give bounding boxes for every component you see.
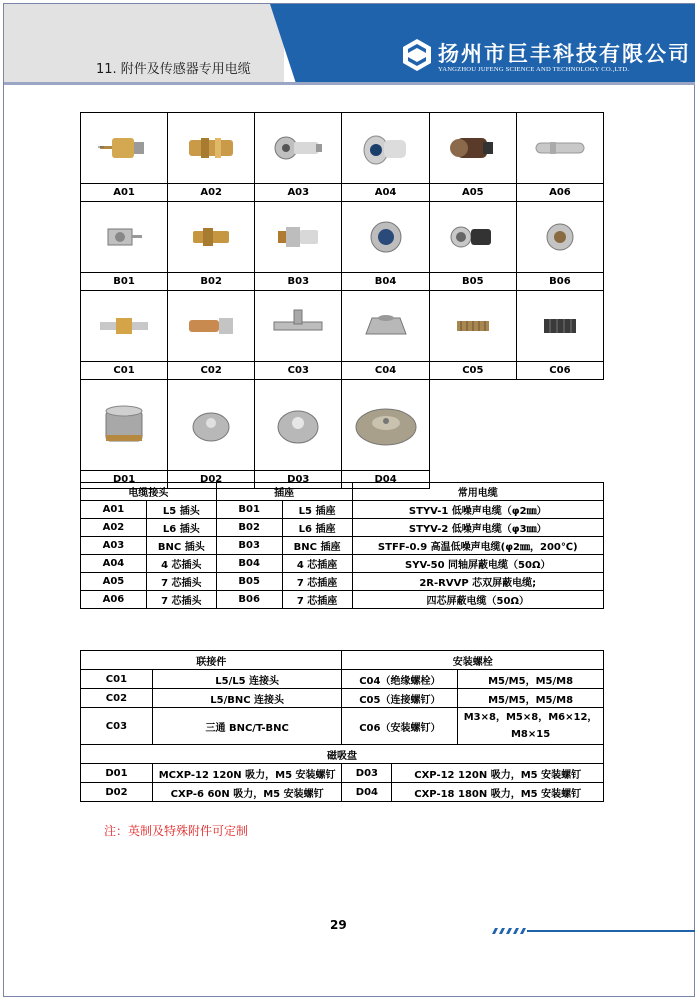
part-label: C02 xyxy=(168,362,255,380)
part-image-a03 xyxy=(255,113,342,184)
table-row xyxy=(81,519,604,537)
part-label: B04 xyxy=(342,273,429,291)
part-image-c01 xyxy=(81,291,168,362)
cell: 三通 BNC/T-BNC xyxy=(152,708,342,745)
cell: M5/M5，M5/M8 xyxy=(458,689,604,708)
part-label: A04 xyxy=(342,184,429,202)
cell: 四芯屏蔽电缆（50Ω） xyxy=(352,591,604,609)
part-image-a01 xyxy=(81,113,168,184)
table-row xyxy=(81,764,604,783)
part-image-d04 xyxy=(342,380,429,471)
part-label: A06 xyxy=(516,184,603,202)
cell: L6 插座 xyxy=(282,519,352,537)
part-label: A01 xyxy=(81,184,168,202)
cell: L5/L5 连接头 xyxy=(152,670,342,689)
accessories-table xyxy=(80,650,604,802)
cell: D04 xyxy=(342,783,392,802)
cell: M3×8，M5×8，M6×12，M8×15 xyxy=(458,708,604,745)
cell: C06（安装螺钉） xyxy=(342,708,458,745)
cell: A05 xyxy=(81,573,147,591)
table-row xyxy=(81,670,604,689)
cell: B02 xyxy=(216,519,282,537)
cell: B05 xyxy=(216,573,282,591)
cell: L6 插头 xyxy=(146,519,216,537)
part-image-c05 xyxy=(429,291,516,362)
part-image-c06 xyxy=(516,291,603,362)
part-label: B02 xyxy=(168,273,255,291)
cell: 2R-RVVP 芯双屏蔽电缆; xyxy=(352,573,604,591)
table-row xyxy=(81,555,604,573)
part-label: D02 xyxy=(168,471,255,489)
part-label: C01 xyxy=(81,362,168,380)
part-image-c03 xyxy=(255,291,342,362)
cell: C05（连接螺钉） xyxy=(342,689,458,708)
cell: B03 xyxy=(216,537,282,555)
cell: L5 插座 xyxy=(282,501,352,519)
connectors-table xyxy=(80,482,604,609)
cell: CXP-12 120N 吸力，M5 安装螺钉 xyxy=(392,764,604,783)
part-image-d02 xyxy=(168,380,255,471)
part-image-b03 xyxy=(255,202,342,273)
part-image-a06 xyxy=(516,113,603,184)
part-label: D04 xyxy=(342,471,429,489)
table-row xyxy=(81,537,604,555)
cell: D03 xyxy=(342,764,392,783)
cell: C04（绝缘螺栓） xyxy=(342,670,458,689)
table-row xyxy=(81,591,604,609)
part-image-a04 xyxy=(342,113,429,184)
cell: L5 插头 xyxy=(146,501,216,519)
cell: A03 xyxy=(81,537,147,555)
cell: 7 芯插座 xyxy=(282,591,352,609)
part-label: A03 xyxy=(255,184,342,202)
cell: CXP-18 180N 吸力，M5 安装螺钉 xyxy=(392,783,604,802)
header-cable-plug: 电缆接头 xyxy=(81,483,217,501)
part-image-b02 xyxy=(168,202,255,273)
cell: D01 xyxy=(81,764,153,783)
cell: 7 芯插头 xyxy=(146,591,216,609)
cell: STYV-2 低噪声电缆（φ3㎜） xyxy=(352,519,604,537)
part-label: B05 xyxy=(429,273,516,291)
cell: BNC 插头 xyxy=(146,537,216,555)
table-row xyxy=(81,783,604,802)
cell: A02 xyxy=(81,519,147,537)
part-label: C06 xyxy=(516,362,603,380)
custom-note: 注：英制及特殊附件可定制 xyxy=(104,824,249,838)
part-label: D01 xyxy=(81,471,168,489)
footer-rule xyxy=(527,930,695,932)
part-image-a05 xyxy=(429,113,516,184)
part-image-c04 xyxy=(342,291,429,362)
cell: 4 芯插座 xyxy=(282,555,352,573)
cell: B04 xyxy=(216,555,282,573)
header-socket: 插座 xyxy=(216,483,352,501)
part-image-d01 xyxy=(81,380,168,471)
grid-empty-space xyxy=(429,380,603,489)
cell: A04 xyxy=(81,555,147,573)
part-label: D03 xyxy=(255,471,342,489)
part-image-b01 xyxy=(81,202,168,273)
table-row xyxy=(81,573,604,591)
cell: SYV-50 同轴屏蔽电缆（50Ω） xyxy=(352,555,604,573)
part-image-c02 xyxy=(168,291,255,362)
cell: L5/BNC 连接头 xyxy=(152,689,342,708)
cell: STYV-1 低噪声电缆（φ2㎜） xyxy=(352,501,604,519)
part-image-b05 xyxy=(429,202,516,273)
header-couplers: 联接件 xyxy=(81,651,342,670)
part-image-b06 xyxy=(516,202,603,273)
part-label: C03 xyxy=(255,362,342,380)
parts-grid xyxy=(80,112,604,489)
cell: 7 芯插座 xyxy=(282,573,352,591)
part-label: A05 xyxy=(429,184,516,202)
part-image-a02 xyxy=(168,113,255,184)
cell: B01 xyxy=(216,501,282,519)
part-label: B06 xyxy=(516,273,603,291)
part-image-d03 xyxy=(255,380,342,471)
part-label: B01 xyxy=(81,273,168,291)
page-number: 29 xyxy=(330,918,347,932)
table-row xyxy=(81,708,604,745)
header-common-cable: 常用电缆 xyxy=(352,483,604,501)
cell: B06 xyxy=(216,591,282,609)
cell: 4 芯插头 xyxy=(146,555,216,573)
part-label: B03 xyxy=(255,273,342,291)
company-logo-icon xyxy=(402,38,432,72)
cell: C01 xyxy=(81,670,153,689)
cell: C02 xyxy=(81,689,153,708)
company-name-en: YANGZHOU JUFENG SCIENCE AND TECHNOLOGY CO.,LTD. xyxy=(438,66,630,73)
part-image-b04 xyxy=(342,202,429,273)
cell: CXP-6 60N 吸力，M5 安装螺钉 xyxy=(152,783,342,802)
table-row xyxy=(81,689,604,708)
cell: STFF-0.9 高温低噪声电缆(φ2㎜，200℃) xyxy=(352,537,604,555)
header-mounting-bolts: 安装螺栓 xyxy=(342,651,604,670)
header-stripe xyxy=(4,82,695,85)
company-name-cn: 扬州市巨丰科技有限公司 xyxy=(438,41,691,66)
part-label: A02 xyxy=(168,184,255,202)
section-title: 11. 附件及传感器专用电缆 xyxy=(96,62,251,77)
footer-stripes-icon xyxy=(490,926,530,936)
part-label: C04 xyxy=(342,362,429,380)
cell: MCXP-12 120N 吸力，M5 安装螺钉 xyxy=(152,764,342,783)
cell: C03 xyxy=(81,708,153,745)
cell: A06 xyxy=(81,591,147,609)
cell: BNC 插座 xyxy=(282,537,352,555)
cell: 7 芯插头 xyxy=(146,573,216,591)
cell: M5/M5，M5/M8 xyxy=(458,670,604,689)
table-row xyxy=(81,501,604,519)
cell: A01 xyxy=(81,501,147,519)
cell: D02 xyxy=(81,783,153,802)
part-label: C05 xyxy=(429,362,516,380)
header-magnetic-base: 磁吸盘 xyxy=(81,745,604,764)
